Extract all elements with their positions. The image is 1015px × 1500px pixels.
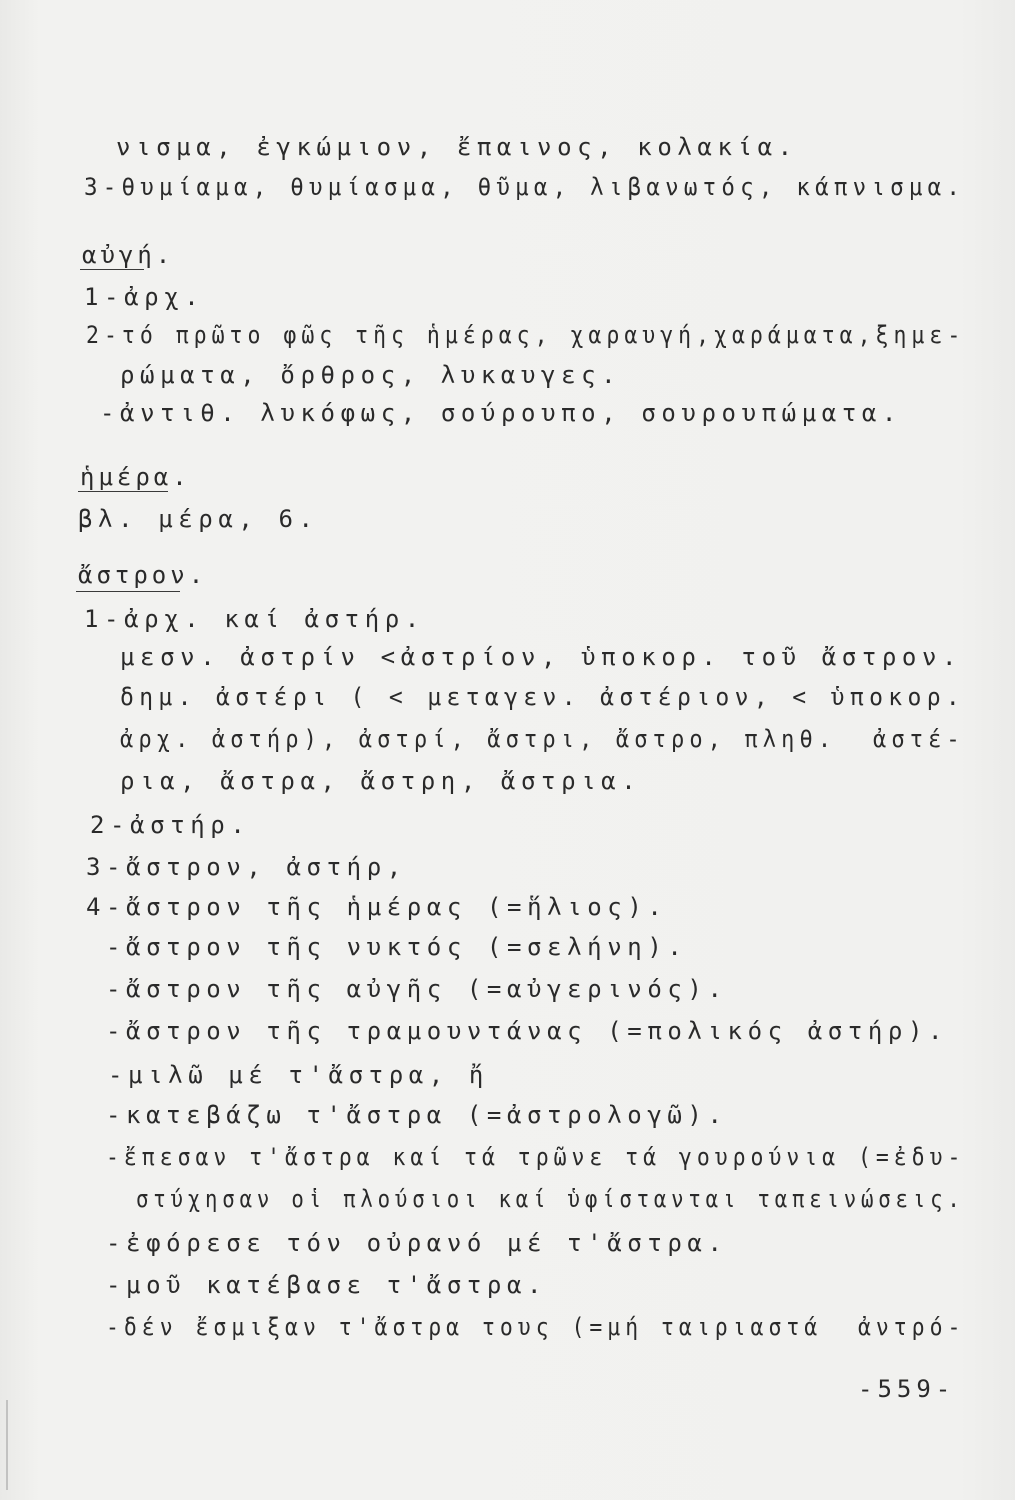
text-line: -ἄστρον τῆς νυκτός (=σελήνη). [106, 933, 688, 961]
text-line: στύχησαν οἱ πλούσιοι καί ὑφίστανται ταπεινώσεις. [136, 1185, 965, 1213]
headword: ἄστρον. [78, 561, 208, 589]
text-line: ρια, ἄστρα, ἄστρη, ἄστρια. [120, 767, 642, 795]
headword: ἡμέρα. [80, 463, 191, 491]
text-line: μεσν. ἀστρίν <ἀστρίον, ὑποκορ. τοῦ ἄστρον. [120, 643, 963, 671]
text-line: -ἀντιθ. λυκόφως, σούρουπο, σουρουπώματα. [100, 399, 902, 427]
text-line: 4-ἄστρον τῆς ἡμέρας (=ἥλιος). [86, 893, 668, 921]
text-line: 1-ἀρχ. [84, 283, 205, 311]
text-line: βλ. μέρα, 6. [78, 505, 319, 533]
text-line: 2-ἀστήρ. [90, 811, 251, 839]
text-line: -κατεβάζω τ'ἄστρα (=ἀστρολογῶ). [106, 1101, 728, 1129]
headword-underline [78, 491, 168, 492]
text-line: ρώματα, ὄρθρος, λυκαυγες. [120, 361, 622, 389]
page-number: -559- [858, 1375, 956, 1403]
text-line: δημ. ἀστέρι ( < μεταγεν. ἀστέριον, < ὑποκορ. [120, 683, 966, 711]
text-line: -ἐφόρεσε τόν οὐρανό μέ τ'ἄστρα. [106, 1229, 728, 1257]
headword-underline [76, 591, 180, 592]
text-line: -ἄστρον τῆς αὐγῆς (=αὐγερινός). [106, 975, 728, 1003]
text-line: -δέν ἔσμιξαν τ'ἄστρα τους (=μή ταιριαστά ἀντρό- [106, 1313, 966, 1341]
text-line: νισμα, ἐγκώμιον, ἔπαινος, κολακία. [116, 133, 798, 161]
text-line: ἀρχ. ἀστήρ), ἀστρί, ἄστρι, ἄστρο, πληθ. ἀστέ- [120, 725, 965, 753]
text-line: 3-θυμίαμα, θυμίασμα, θῦμα, λιβανωτός, κάπνισμα. [84, 173, 966, 201]
headword-underline [80, 269, 144, 270]
text-line: 2-τό πρῶτο φῶς τῆς ἡμέρας, χαραυγή,χαράματα,ξημε- [86, 321, 966, 349]
headword: αὐγή. [82, 241, 175, 269]
text-line: 3-ἄστρον, ἀστήρ, [86, 853, 407, 881]
page-edge-shadow [6, 1400, 8, 1490]
text-line: 1-ἀρχ. καί ἀστήρ. [84, 605, 425, 633]
text-line: -ἄστρον τῆς τραμουντάνας (=πολικός ἀστήρ). [106, 1017, 949, 1045]
text-line: -ἔπεσαν τ'ἄστρα καί τά τρῶνε τά γουρούνια (=ἐδυ- [106, 1143, 966, 1171]
text-line: -μοῦ κατέβασε τ'ἄστρα. [106, 1271, 548, 1299]
text-line: -μιλῶ μέ τ'ἄστρα, ἤ [108, 1061, 489, 1089]
